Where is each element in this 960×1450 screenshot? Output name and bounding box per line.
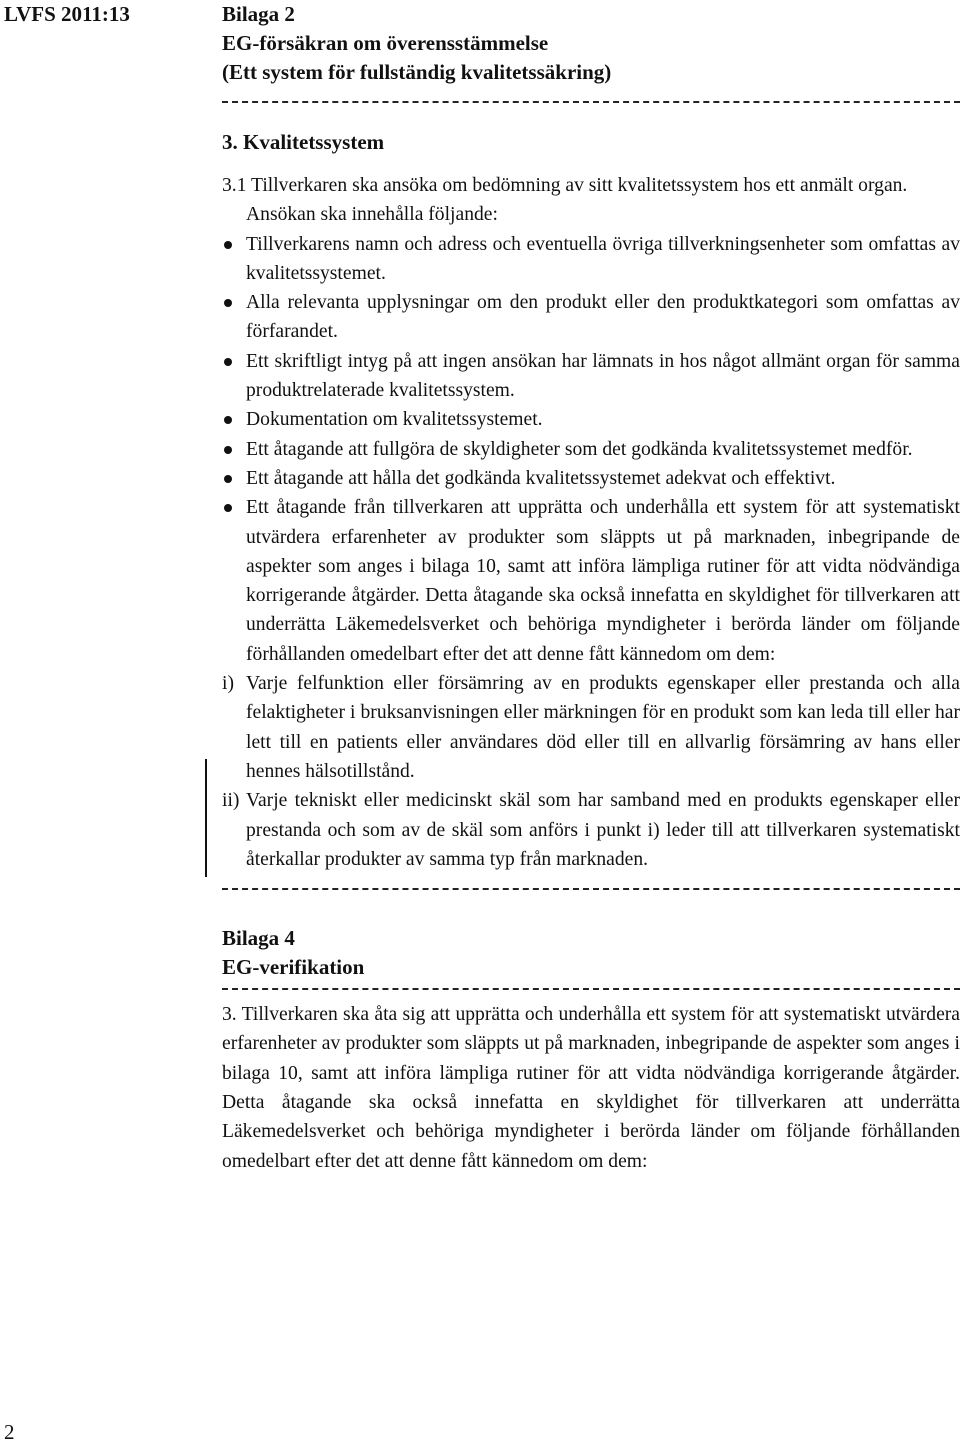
list-item-text: Tillverkarens namn och adress och eventuella övriga tillverkningsenheter som omfattas av kvalitetssystemet.	[246, 233, 960, 284]
main-column	[222, 0, 960, 1176]
bullet-icon	[224, 475, 232, 483]
list-intro: Ansökan ska innehålla följande:	[246, 204, 498, 226]
sub-item	[222, 786, 960, 874]
bilaga-2-title: Bilaga 2	[222, 2, 295, 26]
paragraph-3-1: 3.1 Tillverkaren ska ansöka om bedömning av sitt kvalitetssystem hos ett anmält organ.	[222, 175, 908, 196]
change-bar	[205, 759, 207, 877]
bullet-icon	[224, 358, 232, 366]
list-item-text: Ett åtagande från tillverkaren att upprätta och underhålla ett system för att systematiskt utvärdera erfarenheter av produkter som släppts ut på marknaden, inbegripande de aspekter som anges i bilaga 10, samt att införa lämpliga rutiner för att vidta nödvändiga korrigerande åtgärder. Detta åtagande ska också innefatta en skyldighet för tillverkaren att underrätta Läkemedelsverket och behöriga myndigheter i berörda länder om följande förhållanden omedelbart efter det att denne fått kännedom om dem:	[246, 497, 960, 665]
bilaga-2-subtitle-2: (Ett system för fullständig kvalitetssäkring)	[222, 60, 612, 84]
list-item	[222, 230, 960, 289]
list-item-text: Dokumentation om kvalitetssystemet.	[246, 409, 543, 431]
document-reference: LVFS 2011:13	[4, 2, 130, 26]
bilaga-2-subtitle: EG-försäkran om överensstämmelse	[222, 31, 549, 55]
list-item	[222, 435, 960, 464]
page-number: 2	[4, 1420, 15, 1444]
sub-item-marker: ii)	[222, 790, 240, 812]
bullet-icon	[224, 504, 232, 512]
sub-item-text: Varje felfunktion eller försämring av en produkts egenskaper eller prestanda och alla felaktigheter i bruksanvisningen eller märkningen för en produkt som kan leda till eller har lett till en patients eller användares död eller till en allvarlig försämring av hans eller hennes hälsotillstånd.	[246, 673, 960, 782]
bullet-icon	[224, 446, 232, 454]
list-item-text: Alla relevanta upplysningar om den produkt eller den produktkategori som omfattas av förfarandet.	[246, 292, 960, 343]
bilaga-4-title: Bilaga 4	[222, 926, 295, 951]
list-item	[222, 405, 960, 434]
list-item-text: Ett åtagande att hålla det godkända kvalitetssystemet adekvat och effektivt.	[246, 467, 836, 489]
sub-item	[222, 669, 960, 786]
bilaga-4-subtitle: EG-verifikation	[222, 955, 365, 980]
bullet-icon	[224, 299, 232, 307]
sub-item-marker: i)	[222, 673, 234, 695]
dashed-divider	[222, 101, 960, 103]
list-item	[222, 288, 960, 347]
list-item	[222, 347, 960, 406]
list-item	[222, 464, 960, 493]
sub-item-text: Varje tekniskt eller medicinskt skäl som har samband med en produkts egenskaper eller prestanda och som av de skäl som anförs i punkt i) leder till att tillverkaren systematiskt återkallar produkter av samma typ från marknaden.	[246, 790, 960, 870]
section-heading: 3. Kvalitetssystem	[222, 130, 385, 154]
requirement-list	[222, 230, 960, 669]
list-item	[222, 493, 960, 669]
list-item-text: Ett skriftligt intyg på att ingen ansökan har lämnats in hos något allmänt organ för samma produktrelaterade kvalitetssystem.	[246, 350, 960, 402]
list-item-text: Ett åtagande att fullgöra de skyldigheter som det godkända kvalitetssystemet medför.	[246, 438, 913, 460]
dashed-divider	[222, 988, 960, 990]
bullet-icon	[224, 241, 232, 249]
bilaga-4-paragraph-3: 3. Tillverkaren ska åta sig att upprätta och underhålla ett system för att systematiskt utvärdera erfarenheter av produkter som släppts ut på marknaden, inbegripande de aspekter som anges i bilaga 10, samt att införa lämpliga rutiner för att vidta nödvändiga korrigerande åtgärder. Detta åtagande ska också innefatta en skyldighet för tillverkaren att underrätta Läkemedelsverket och behöriga myndigheter i berörda länder om följande förhållanden omedelbart efter det att denne fått kännedom om dem:	[222, 1004, 960, 1172]
bullet-icon	[224, 416, 232, 424]
sub-item-list	[222, 669, 960, 874]
dashed-divider	[222, 888, 960, 890]
